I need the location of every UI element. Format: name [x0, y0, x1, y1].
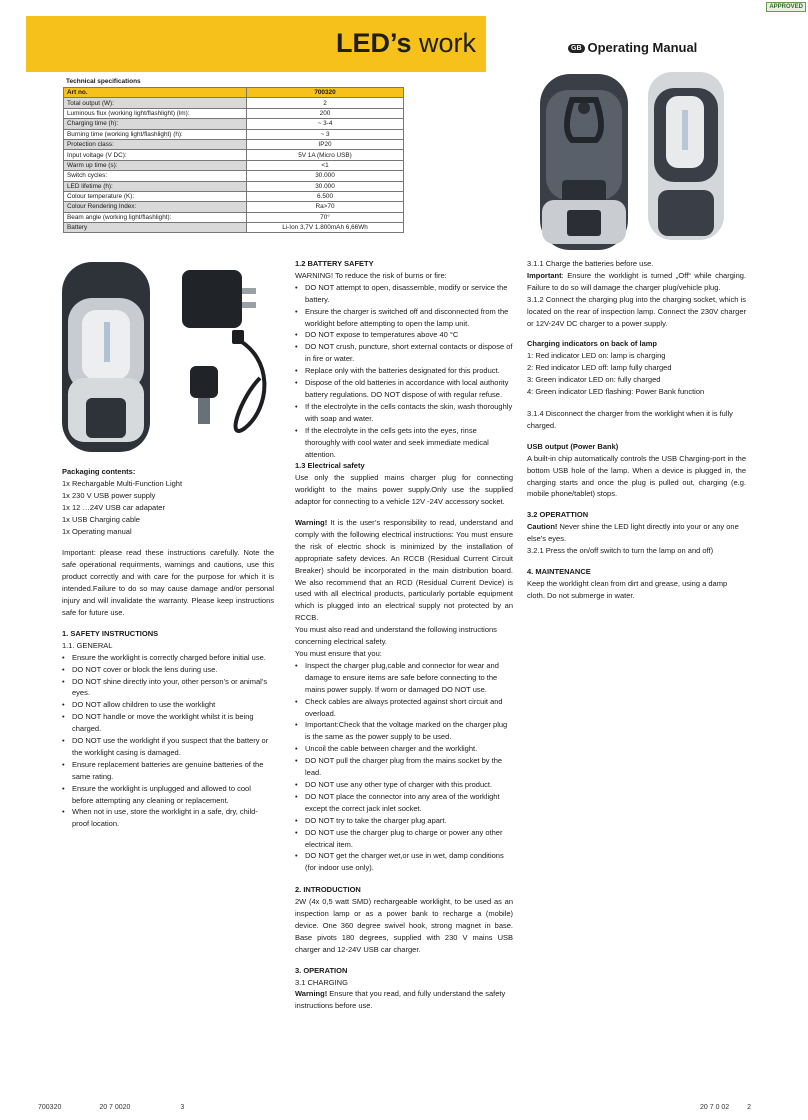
column-3 — [527, 258, 746, 611]
list-item: • DO NOT cover or block the lens during use. — [72, 664, 274, 676]
column-1 — [62, 466, 274, 830]
gb-flag-badge: GB — [568, 44, 585, 53]
general-title: 1.1. GENERAL — [62, 640, 113, 650]
must-ensure: You must ensure that you: — [295, 649, 382, 658]
list-item: 1x 230 V USB power supply — [62, 490, 156, 500]
list-item: 1x USB Charging cable — [62, 514, 140, 524]
list-item: 1x 12 …24V USB car adapater — [62, 502, 165, 512]
warning-paragraph: Warning! It is the user’s responsibility to read, understand and comply with the following electrical instructions: You must ensure the risk of electric shock is minimized by the installation of appropriate safety devices. An RCCB (Residual Current Circuit Breaker) should be incorporated in the main distribution board. We also recommend that an RCD (Residual Current Device) is used with all electrical products, particularly portable equipment which is plugged into an electrical supply not protected by an RCCB. — [295, 518, 513, 623]
spec-header-row: Art no. 700320 — [64, 88, 404, 98]
list-item: • DO NOT expose to temperatures above 40 °C — [305, 329, 513, 341]
list-item: • DO NOT attempt to open, disassemble, modify or service the battery. — [305, 282, 513, 306]
spec-row: Luminous flux (working light/flashlight) (lm): 200 — [64, 108, 404, 118]
operation-title: 3. OPERATION — [295, 965, 348, 975]
spec-row: Charging time (h): ~ 3-4 — [64, 119, 404, 129]
charging-important: Important: Ensure the worklight is turned „Off“ while charging. Failure to do so will damage the charger plug/vehicle plug. — [527, 270, 746, 292]
manual-title: GB Operating Manual — [568, 40, 697, 55]
list-item: • When not in use, store the worklight in a safe, dry, child-proof location. — [72, 806, 274, 830]
list-item: • DO NOT use the charger plug to charge or power any other electrical item. — [305, 827, 513, 851]
list-item: 1x Operating manual — [62, 526, 132, 536]
brand-title: LED’s work — [335, 28, 476, 58]
spec-row: Input voltage (V DC): 5V 1A (Micro USB) — [64, 150, 404, 160]
step-3-1-4: 3.1.4 Disconnect the charger from the worklight when it is fully charged. — [527, 408, 733, 430]
caution-text: Caution! Never shine the LED light directly into your or any one else’s eyes. — [527, 522, 739, 544]
list-item: • DO NOT shine directly into your, other person’s or animal’s eyes. — [72, 676, 274, 700]
list-item: • DO NOT use the worklight if you suspect that the battery or the worklight casing is damaged. — [72, 735, 274, 759]
list-item: • Ensure replacement batteries are genuine batteries of the same rating. — [72, 759, 274, 783]
spec-row: Warm up time (s): <1 — [64, 160, 404, 170]
worklight-back-and-front-image — [532, 70, 732, 256]
list-item: • DO NOT allow children to use the worklight — [72, 699, 274, 711]
step-3-1-1: 3.1.1 Charge the batteries before use. — [527, 259, 654, 268]
packaging-title: Packaging contents: — [62, 467, 136, 476]
list-item: • DO NOT pull the charger plug from the mains socket by the lead. — [305, 755, 513, 779]
packaging-list — [62, 478, 274, 538]
must-read: You must also read and understand the following instructions concerning electrical safety. — [295, 625, 497, 647]
battery-title: 1.2 BATTERY SAFETY — [295, 259, 374, 268]
list-item: • Ensure the worklight is correctly charged before initial use. — [72, 652, 274, 664]
spec-row: Total output (W): 2 — [64, 98, 404, 108]
spec-row: LED lifetime (h): 30.000 — [64, 181, 404, 191]
list-item: 2: Red indicator LED off: lamp fully charged — [527, 363, 672, 373]
list-item: • Dispose of the old batteries in accordance with local authority battery regulations. DO NOT dispose of with regular refuse. — [305, 377, 513, 401]
list-item: • DO NOT crush, puncture, short external contacts or dispose of in fire or water. — [305, 341, 513, 365]
worklight-and-chargers-image — [60, 258, 280, 458]
maintenance-title: 4. MAINTENANCE — [527, 566, 591, 576]
general-list — [62, 652, 274, 831]
list-item: 3: Green indicator LED on: fully charged — [527, 375, 661, 385]
indicator-list — [527, 350, 746, 398]
charging-title: 3.1 CHARGING — [295, 977, 348, 987]
brand-banner — [26, 16, 486, 72]
spec-table — [63, 87, 404, 233]
footer-left: 700320 20 7 0020 3 — [38, 1104, 185, 1111]
list-item: • DO NOT get the charger wet,or use in wet, damp conditions (for indoor use only). — [305, 850, 513, 874]
approved-stamp: APPROVED — [766, 2, 806, 12]
list-item: • Important:Check that the voltage marked on the charger plug is the same as the power supply to be used. — [305, 719, 513, 743]
footer-right: 20 7 0 02 2 — [700, 1104, 752, 1111]
spec-row: Battery Li-Ion 3,7V 1.800mAh 6,66Wh — [64, 223, 404, 233]
indicators-title: Charging indicators on back of lamp — [527, 339, 658, 349]
list-item: 1x Rechargable Multi-Function Light — [62, 478, 183, 488]
important-note: Important: please read these instructions carefully. Note the safe operational requirments, warnings and cautions, use this product correctly and with care for the purpose for which it is intended.Failure to do so may cause damage and/or personal injury and will invalidate the warranty. Please keep instructions safe for future use. — [62, 548, 274, 617]
battery-list — [295, 282, 513, 461]
list-item: • Check cables are always protected against short circuit and overload. — [305, 696, 513, 720]
list-item: • DO NOT use any other type of charger with this product. — [305, 779, 513, 791]
list-item: • If the electrolyte in the cells gets into the eyes, rinse thoroughly with cool water and seek immediate medical attention. — [305, 425, 513, 461]
spec-row: Protection class: IP20 — [64, 139, 404, 149]
operation-warning: Warning! Ensure that you read, and fully understand the safety instructions before use. — [295, 989, 506, 1011]
list-item: 1: Red indicator LED on: lamp is charging — [527, 351, 666, 361]
list-item: • DO NOT place the connector into any area of the worklight except the correct jack inlet socket. — [305, 791, 513, 815]
spec-row: Burning time (working light/flashlight) (h): ~ 3 — [64, 129, 404, 139]
list-item: • Uncoil the cable between charger and the worklight. — [305, 743, 513, 755]
list-item: • If the electrolyte in the cells contacts the skin, wash thoroughly with soap and water. — [305, 401, 513, 425]
list-item: • Replace only with the batteries designated for this product. — [305, 365, 513, 377]
battery-warning: WARNING! To reduce the risk of burns or fire: — [295, 270, 447, 280]
column-2 — [295, 258, 513, 1012]
usb-title: USB output (Power Bank) — [527, 441, 619, 451]
ensure-list — [295, 660, 513, 874]
intro-title: 2. INTRODUCTION — [295, 885, 361, 895]
list-item: • DO NOT try to take the charger plug apart. — [305, 815, 513, 827]
step-3-2-1: 3.2.1 Press the on/off switch to turn the lamp on and off) — [527, 546, 714, 556]
spec-row: Switch cycles: 30.000 — [64, 171, 404, 181]
spec-title: Technical specifications — [66, 78, 141, 85]
maintenance-text: Keep the worklight clean from dirt and grease, using a damp cloth. Do not submerge in water. — [527, 578, 728, 600]
spec-row: Colour temperature (K): 6.500 — [64, 191, 404, 201]
list-item: • DO NOT handle or move the worklight whilst it is being charged. — [72, 711, 274, 735]
list-item: • Inspect the charger plug,cable and connector for wear and damage to ensure items are safe before connecting to the mains power supply. If worn or damaged DO NOT use. — [305, 660, 513, 696]
electrical-title: 1.3 Electrical safety — [295, 461, 365, 471]
electrical-text: Use only the supplied mains charger plug for connecting worklight to the mains power supply.Only use the supplied adaptor for connecting to a vehicle 12V -24V accessory socket. — [295, 473, 513, 507]
spec-row: Colour Rendering Index: Ra>70 — [64, 202, 404, 212]
list-item: • Ensure the worklight is unplugged and allowed to cool before attempting any cleaning or replacement. — [72, 783, 274, 807]
list-item: • Ensure the charger is switched off and disconnected from the worklight before attempting to open the lamp unit. — [305, 306, 513, 330]
step-3-1-2: 3.1.2 Connect the charging plug into the charging socket, which is located on the rear of inspection lamp. Connect the 230V charger or 12V-24V DC charger to a power supply. — [527, 294, 746, 328]
safety-title: 1. SAFETY INSTRUCTIONS — [62, 628, 159, 638]
intro-text: 2W (4x 0,5 watt SMD) rechargeable worklight, to be used as an inspection lamp or as a power bank to recharge a (mobile) device. One 360 degree swivel hook, strong magnet in base. Base pivots 180 degrees, supplied with 230 V mains USB charger and 12-24V USB car charger. — [295, 897, 513, 954]
usb-text: A built-in chip automatically controls the USB Charging-port in the bottom USB hole of the lamp. When a device is plugged in, the charging starts and once the plug is pulled out, charging (e.g. mobile phone/tablet) stops. — [527, 453, 746, 499]
operation-2-title: 3.2 OPERATTION — [527, 510, 589, 520]
list-item: 4: Green indicator LED flashing: Power Bank function — [527, 387, 705, 397]
spec-row: Beam angle (working light/flashlight): 70° — [64, 212, 404, 222]
